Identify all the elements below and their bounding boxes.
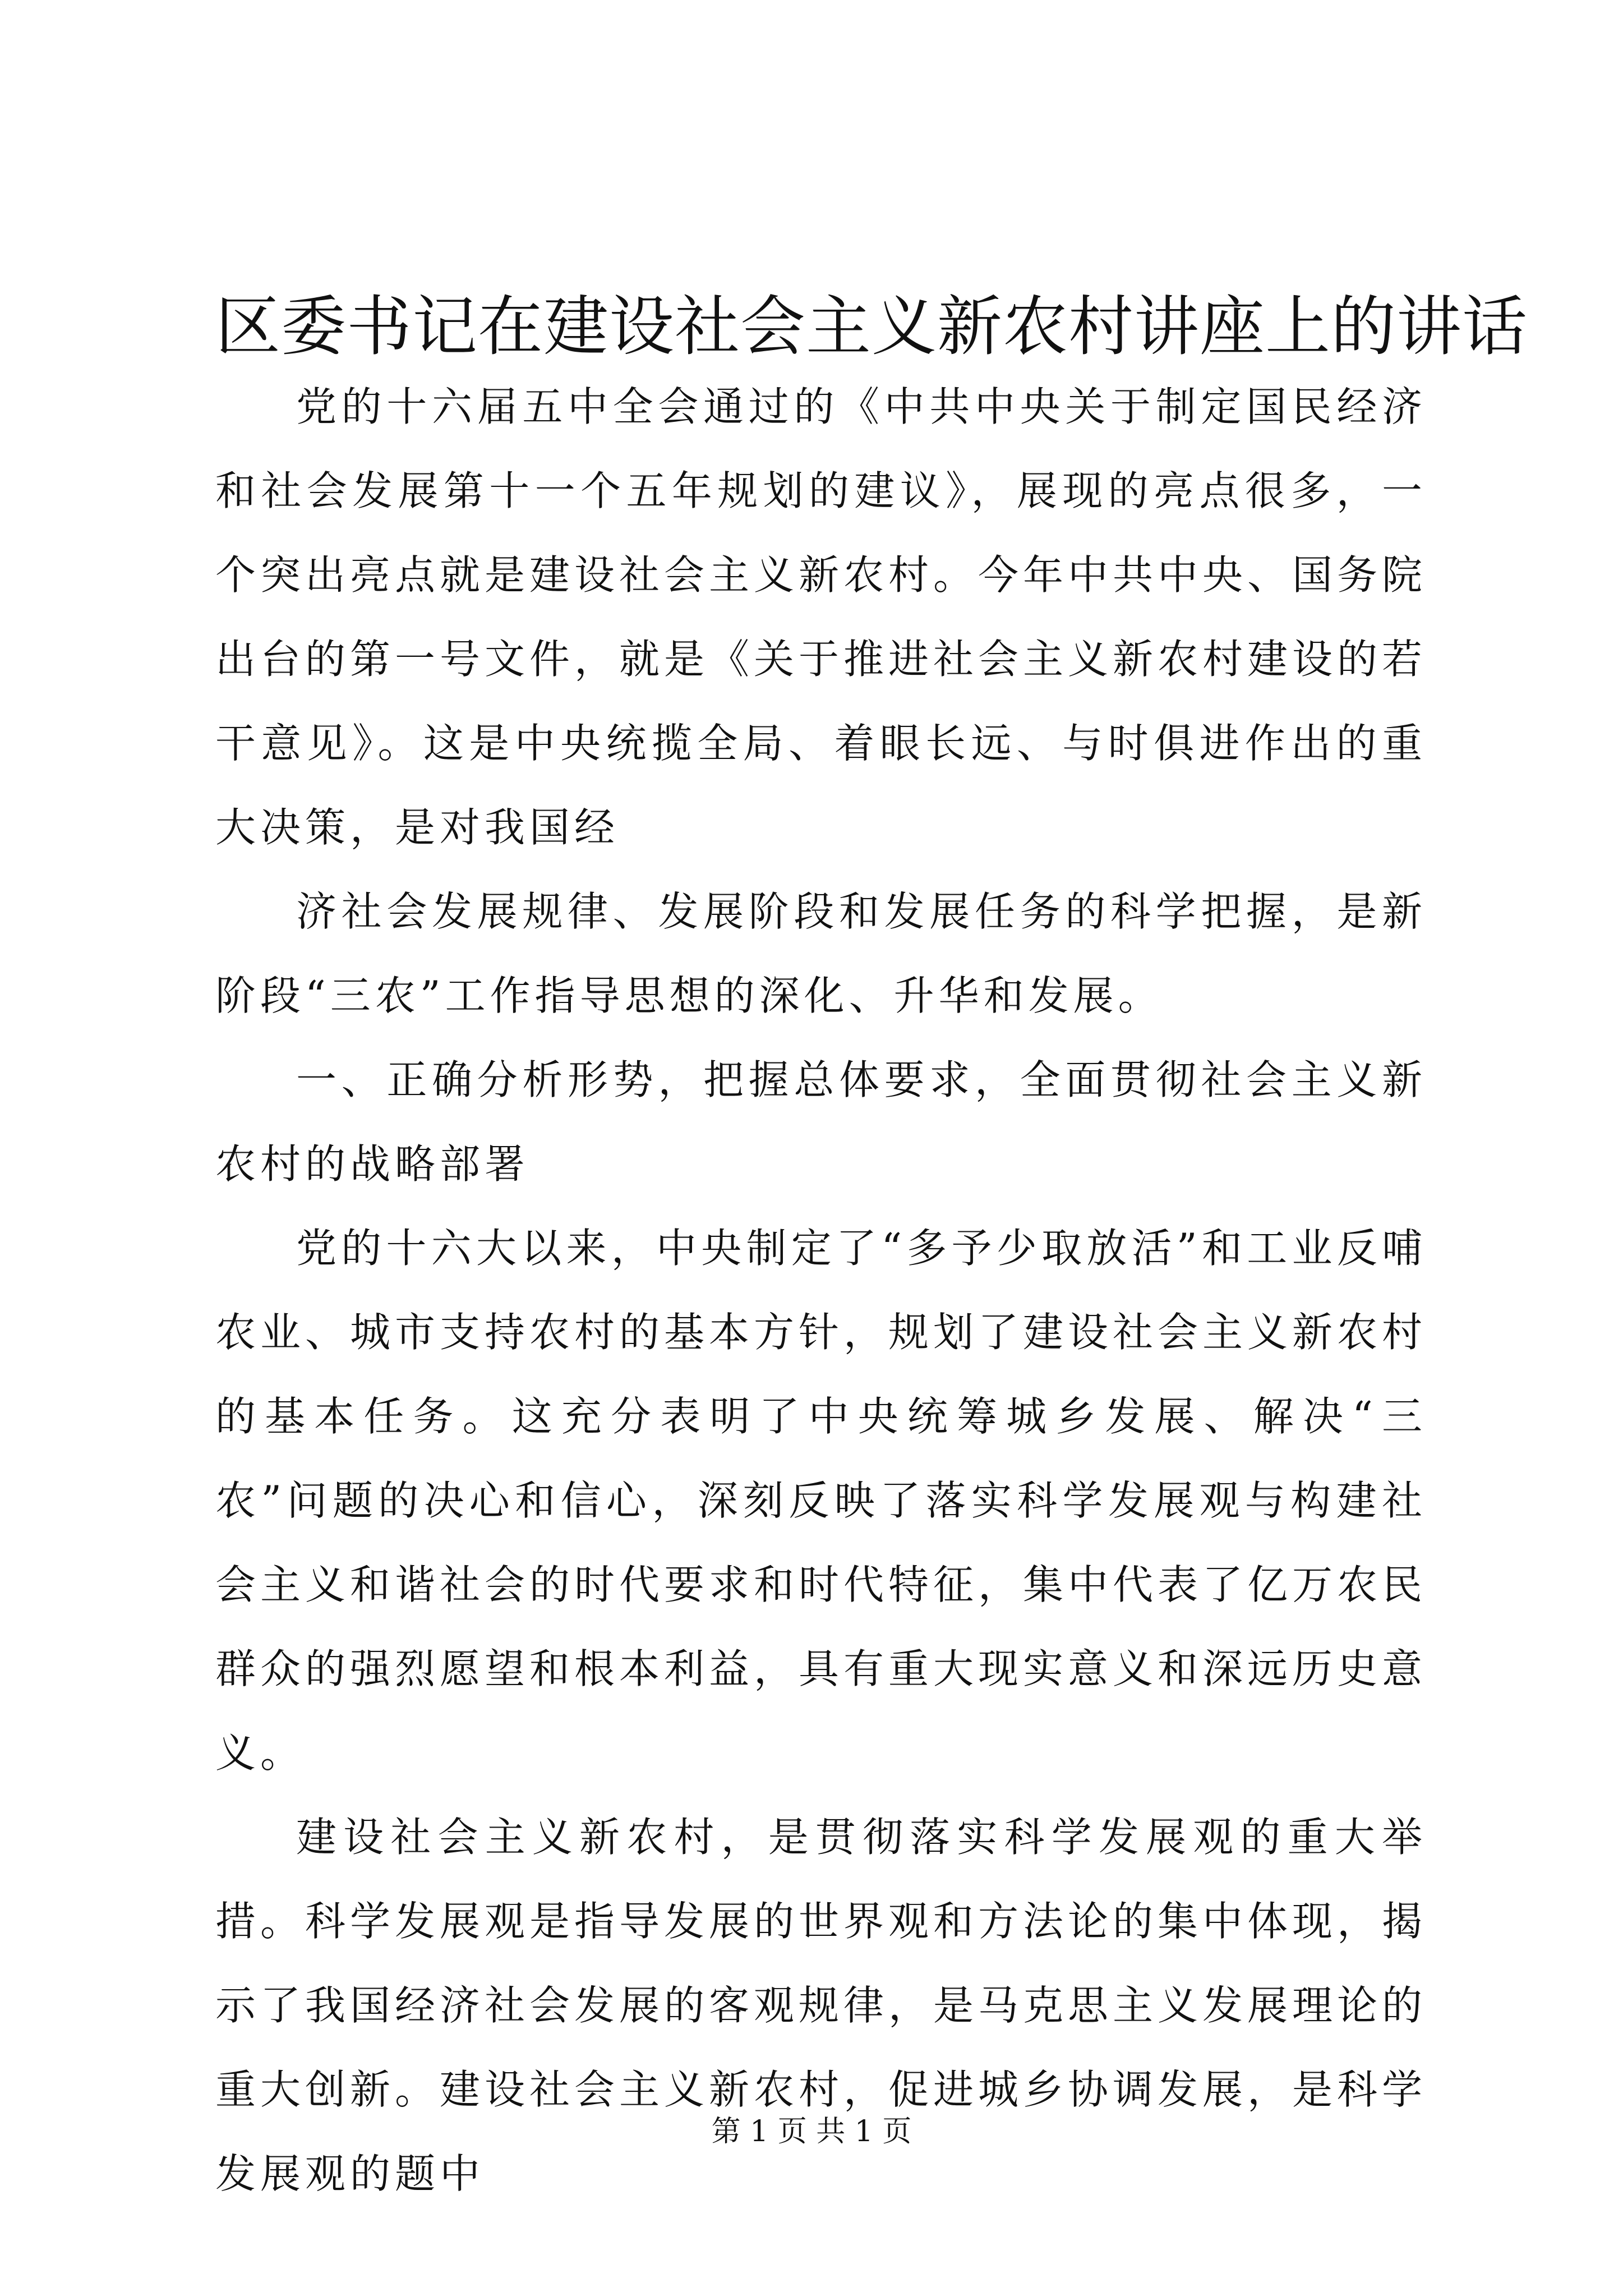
paragraph-scientific-development: 建设社会主义新农村，是贯彻落实科学发展观的重大举措。科学发展观是指导发展的世界观和方法论的集中体现，揭示了我国经济社会发展的客观规律，是马克思主义发展理论的重大创新。建设社会主义新农村，促进城乡协调发展，是科学发展观的题中	[215, 1814, 1427, 2197]
section-heading-one: 一、正确分析形势，把握总体要求，全面贯彻社会主义新农村的战略部署	[215, 1056, 1427, 1188]
paragraph-intro: 党的十六届五中全会通过的《中共中央关于制定国民经济和社会发展第十一个五年规划的建议》，展现的亮点很多，一个突出亮点就是建设社会主义新农村。今年中共中央、国务院出台的第一号文件，就是《关于推进社会主义新农村建设的若干意见》。这是中央统揽全局、着眼长远、与时俱进作出的重大决策，是对我国经	[215, 383, 1427, 851]
paragraph-policy: 党的十六大以来，中央制定了“多予少取放活”和工业反哺农业、城市支持农村的基本方针，规划了建设社会主义新农村的基本任务。这充分表明了中央统筹城乡发展、解决“三农”问题的决心和信心，深刻反映了落实科学发展观与构建社会主义和谐社会的时代要求和时代特征，集中代表了亿万农民群众的强烈愿望和根本利益，具有重大现实意义和深远历史意义。	[215, 1225, 1427, 1777]
page-footer: 第 1 页 共 1 页	[711, 2115, 912, 2148]
document-title: 区委书记在建设社会主义新农村讲座上的讲话	[215, 289, 1528, 365]
paragraph-continuation: 济社会发展规律、发展阶段和发展任务的科学把握，是新阶段“三农”工作指导思想的深化、升华和发展。	[215, 888, 1427, 1019]
document-body	[215, 365, 1427, 2216]
